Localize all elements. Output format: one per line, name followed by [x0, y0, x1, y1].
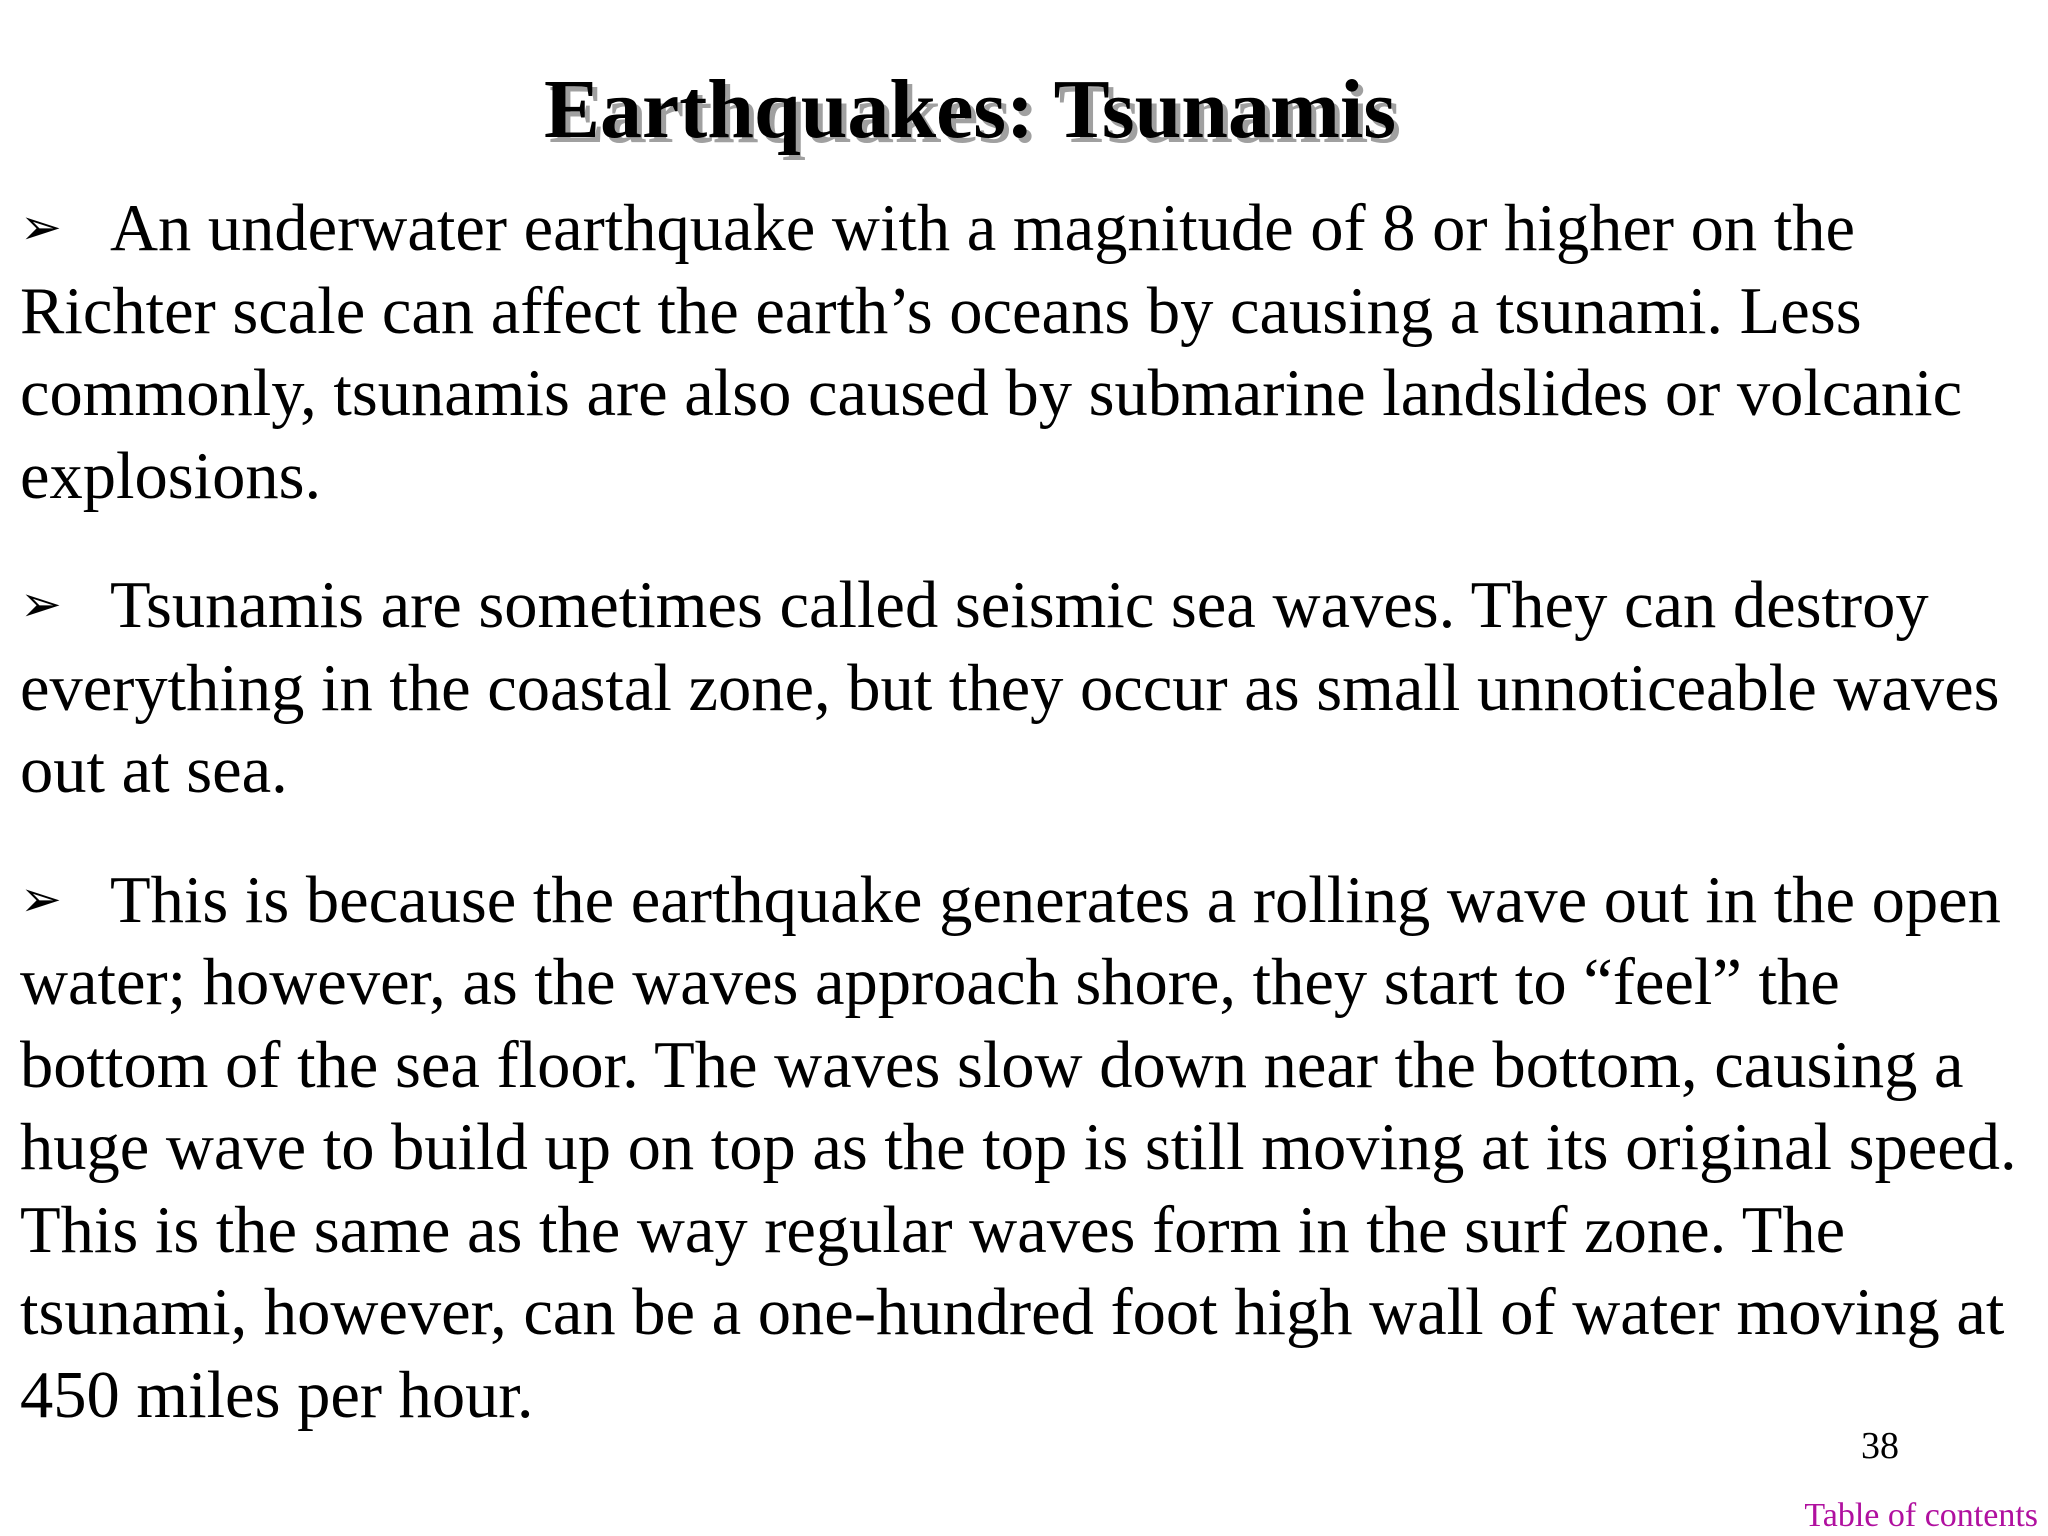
bullet-text: This is because the earthquake generates a rolling wave out in the open water; however, as the waves approach shore, they start to “feel” the bottom of the sea floor. The waves slow down near the bottom, causing a huge wave to build up on top as the top is still moving at its original speed. This is the same as the way regular waves form in the surf zone. The tsunami, however, can be a one-hundred foot high wall of water moving at 450 miles per hour.: [20, 863, 2017, 1432]
table-of-contents-link[interactable]: Table of contents: [1804, 1497, 2038, 1534]
bullet-item-3: [20, 858, 2035, 1438]
arrow-bullet-icon: ➢: [20, 869, 62, 928]
bullet-item-2: [20, 563, 2035, 813]
arrow-bullet-icon: ➢: [20, 198, 62, 256]
slide-title: Earthquakes: Tsunamis: [543, 63, 1397, 156]
arrow-bullet-icon: ➢: [20, 575, 62, 633]
bullet-text: An underwater earthquake with a magnitude of 8 or higher on the Richter scale can affect the earth’s oceans by causing a tsunami. Less commonly, tsunamis are also caused by submarine landslides or volcanic explosions.: [20, 192, 1963, 513]
bullet-item-1: [20, 186, 2035, 518]
page-number: 38: [1861, 1425, 1899, 1467]
bullet-text: Tsunamis are sometimes called seismic sea waves. They can destroy everything in the coastal zone, but they occur as small unnoticeable waves out at sea.: [20, 569, 2000, 807]
bullet-list: [20, 186, 2035, 1482]
